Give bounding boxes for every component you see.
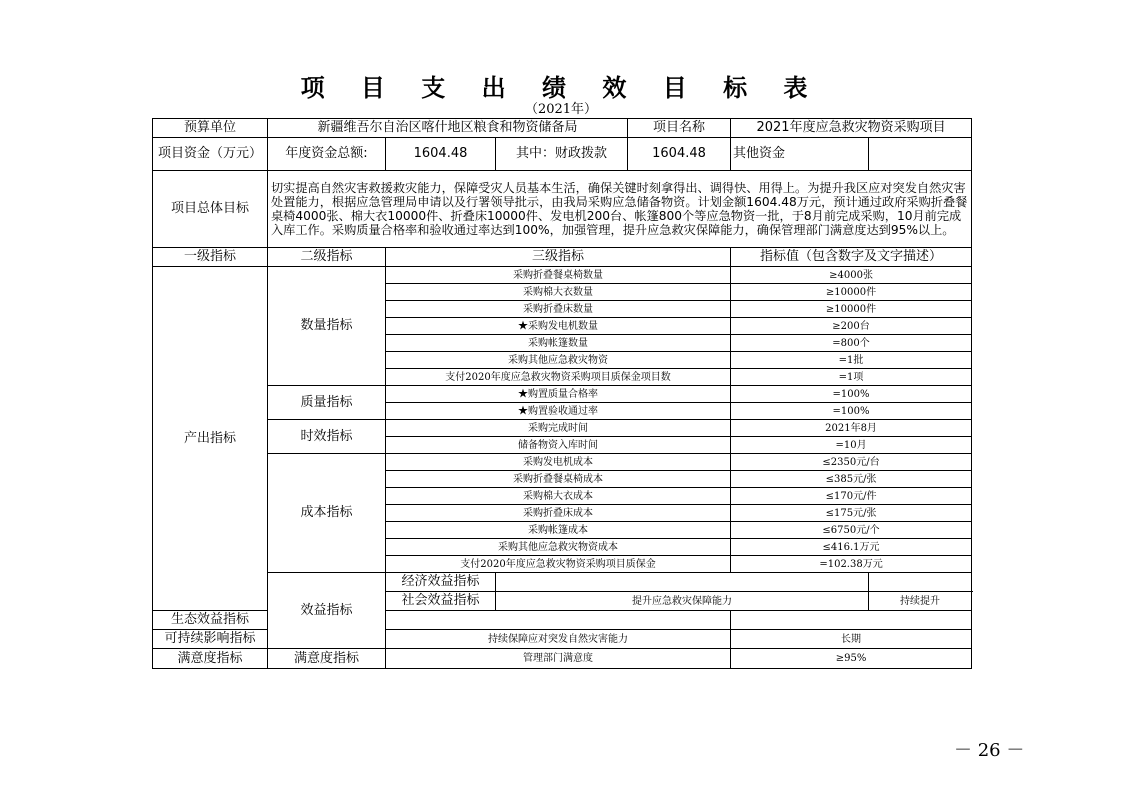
indicator-value (869, 573, 972, 592)
indicator-value: ≥200台 (731, 318, 972, 335)
project-name-value: 2021年度应急救灾物资采购项目 (731, 119, 972, 138)
indicator-name: 采购折叠餐桌椅成本 (386, 471, 731, 488)
other-funds-label: 其他资金 (731, 138, 869, 171)
of-which-label: 其中：财政拨款 (496, 138, 628, 171)
indicator-value: ≤416.1万元 (731, 539, 972, 556)
indicator-name: 持续保障应对突发自然灾害能力 (386, 630, 731, 649)
indicator-name: 支付2020年度应急救灾物资采购项目质保金项目数 (386, 369, 731, 386)
group-cost: 成本指标 (268, 454, 386, 573)
indicator-name: 采购其他应急救灾物资 (386, 352, 731, 369)
group-output: 产出指标 (153, 267, 268, 611)
indicator-value: ≥10000件 (731, 284, 972, 301)
indicator-value: ≤170元/件 (731, 488, 972, 505)
group-quality: 质量指标 (268, 386, 386, 420)
indicator-name: 采购帐篷成本 (386, 522, 731, 539)
indicator-name: 储备物资入库时间 (386, 437, 731, 454)
indicator-name: 采购折叠餐桌椅数量 (386, 267, 731, 284)
group-ecological: 生态效益指标 (153, 611, 268, 630)
indicator-value: =100% (731, 403, 972, 420)
indicator-value: ≥10000件 (731, 301, 972, 318)
indicator-name: 采购其他应急救灾物资成本 (386, 539, 731, 556)
indicator-value: =102.38万元 (731, 556, 972, 573)
performance-target-table (152, 118, 972, 669)
indicator-name: 采购帐篷数量 (386, 335, 731, 352)
indicator-name: ★采购发电机数量 (386, 318, 731, 335)
group-quantity: 数量指标 (268, 267, 386, 386)
indicator-value: ≤175元/张 (731, 505, 972, 522)
indicator-name: 采购棉大衣数量 (386, 284, 731, 301)
group-economic: 经济效益指标 (386, 573, 496, 592)
indicator-value: ≥4000张 (731, 267, 972, 284)
budget-unit-label: 预算单位 (153, 119, 268, 138)
indicator-name: 管理部门满意度 (386, 649, 731, 669)
group-timeliness: 时效指标 (268, 420, 386, 454)
col-value: 指标值（包含数字及文字描述） (731, 248, 972, 267)
col-level1: 一级指标 (153, 248, 268, 267)
indicator-name: 采购完成时间 (386, 420, 731, 437)
fiscal-value: 1604.48 (628, 138, 731, 171)
indicator-value: =1批 (731, 352, 972, 369)
indicator-value: ≤6750元/个 (731, 522, 972, 539)
goal-text: 切实提高自然灾害救援救灾能力，保障受灾人员基本生活，确保关键时刻拿得出、调得快、用得上。为提升我区应对突发自然灾害处置能力，根据应急管理局申请以及行署领导批示，由我局采购应急储备物资。计划金额1604.48万元，预计通过政府采购折叠餐桌椅4000张、棉大衣10000件、折叠床10000件、发电机200台、帐篷800个等应急物资一批，于8月前完成采购，10月前完成入库工作。采购质量合格率和验收通过率达到100%，加强管理，提升应急救灾保障能力，确保管理部门满意度达到95%以上。 (268, 171, 972, 248)
indicator-value: 长期 (731, 630, 972, 649)
indicator-name: 采购发电机成本 (386, 454, 731, 471)
indicator-name (386, 611, 731, 630)
page-number: － 26 － (954, 740, 1025, 761)
indicator-name (496, 573, 869, 592)
indicator-value (731, 611, 972, 630)
indicator-value: =100% (731, 386, 972, 403)
indicator-value: =1项 (731, 369, 972, 386)
funds-label: 项目资金（万元） (153, 138, 268, 171)
annual-total-label: 年度资金总额: (268, 138, 386, 171)
indicator-value: =800个 (731, 335, 972, 352)
indicator-name: 采购折叠床成本 (386, 505, 731, 522)
indicator-value: 2021年8月 (731, 420, 972, 437)
annual-total-value: 1604.48 (386, 138, 496, 171)
indicator-name: 采购棉大衣成本 (386, 488, 731, 505)
group-satisfaction-level2: 满意度指标 (268, 649, 386, 669)
goal-label: 项目总体目标 (153, 171, 268, 248)
col-level3: 三级指标 (386, 248, 731, 267)
group-social: 社会效益指标 (386, 592, 496, 611)
indicator-value: ≤385元/张 (731, 471, 972, 488)
group-benefit: 效益指标 (268, 573, 386, 649)
group-satisfaction: 满意度指标 (153, 649, 268, 669)
indicator-name: 采购折叠床数量 (386, 301, 731, 318)
indicator-value: =10月 (731, 437, 972, 454)
indicator-name: 支付2020年度应急救灾物资采购项目质保金 (386, 556, 731, 573)
col-level2: 二级指标 (268, 248, 386, 267)
year-subtitle: （2021年） (524, 102, 598, 117)
indicator-name: ★购置质量合格率 (386, 386, 731, 403)
project-name-label: 项目名称 (628, 119, 731, 138)
indicator-name: ★购置验收通过率 (386, 403, 731, 420)
indicator-name: 提升应急救灾保障能力 (496, 592, 869, 611)
indicator-value: 持续提升 (869, 592, 972, 611)
indicator-value: ≥95% (731, 649, 972, 669)
page-title: 项 目 支 出 绩 效 目 标 表 (300, 73, 822, 102)
other-funds-value (869, 138, 972, 171)
budget-unit-value: 新疆维吾尔自治区喀什地区粮食和物资储备局 (268, 119, 628, 138)
group-sustainable: 可持续影响指标 (153, 630, 268, 649)
indicator-value: ≤2350元/台 (731, 454, 972, 471)
